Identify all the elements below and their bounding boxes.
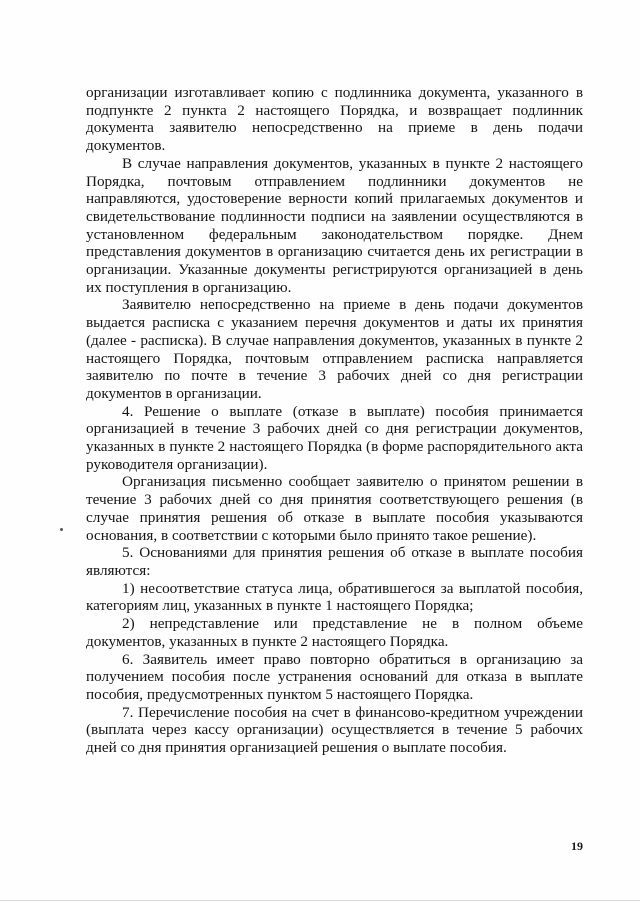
paragraph-item-7: 7. Перечисление пособия на счет в финансово-кредитном учреждении (выплата через кассу организации) осуществляется в течение 5 рабочих дней со дня принятия организацией решения о выплате пособия. bbox=[86, 703, 583, 757]
paragraph-item-5-1: 1) несоответствие статуса лица, обратившегося за выплатой пособия, категориям лиц, указанных в пункте 1 настоящего Порядка; bbox=[86, 579, 583, 615]
paragraph-item-5: 5. Основаниями для принятия решения об отказе в выплате пособия являются: bbox=[86, 544, 583, 579]
page-number: 19 bbox=[571, 839, 583, 853]
document-body bbox=[86, 84, 583, 757]
paragraph-item-4: 4. Решение о выплате (отказе в выплате) пособия принимается организацией в течение 3 рабочих дней со дня регистрации документов, указанных в пункте 2 настоящего Порядка (в форме распорядительного акта руководителя организации). bbox=[86, 402, 583, 473]
margin-dot-mark bbox=[60, 528, 63, 531]
paragraph-notification: Организация письменно сообщает заявителю о принятом решении в течение 3 рабочих дней со дня принятия соответствующего решения (в случае принятия решения об отказе в выплате пособия указываются основания, в соответствии с которыми было принято такое решение). bbox=[86, 473, 583, 544]
page-bottom-edge bbox=[0, 900, 640, 901]
paragraph-item-6: 6. Заявитель имеет право повторно обратиться в организацию за получением пособия после устранения оснований для отказа в выплате пособия, предусмотренных пунктом 5 настоящего Порядка. bbox=[86, 650, 583, 703]
paragraph-mail-submission: В случае направления документов, указанных в пункте 2 настоящего Порядка, почтовым отправлением подлинники документов не направляются, удостоверение верности копий прилагаемых документов и свидетельствование подлинности подписи на заявлении осуществляются в установленном федеральным законодательством порядке. Днем представления документов в организацию считается день их регистрации в организации. Указанные документы регистрируются организацией в день их поступления в организацию. bbox=[86, 154, 583, 296]
paragraph-continuation: организации изготавливает копию с подлинника документа, указанного в подпункте 2 пункта 2 настоящего Порядка, и возвращает подлинник документа заявителю непосредственно на приеме в день подачи документов. bbox=[86, 84, 583, 155]
paragraph-item-5-2: 2) непредставление или представление не в полном объеме документов, указанных в пункте 2 настоящего Порядка. bbox=[86, 615, 583, 650]
paragraph-receipt: Заявителю непосредственно на приеме в день подачи документов выдается расписка с указанием перечня документов и даты их принятия (далее - расписка). В случае направления документов, указанных в пункте 2 настоящего Порядка, почтовым отправлением расписка направляется заявителю по почте в течение 3 рабочих дней со дня регистрации документов в организации. bbox=[86, 296, 583, 402]
